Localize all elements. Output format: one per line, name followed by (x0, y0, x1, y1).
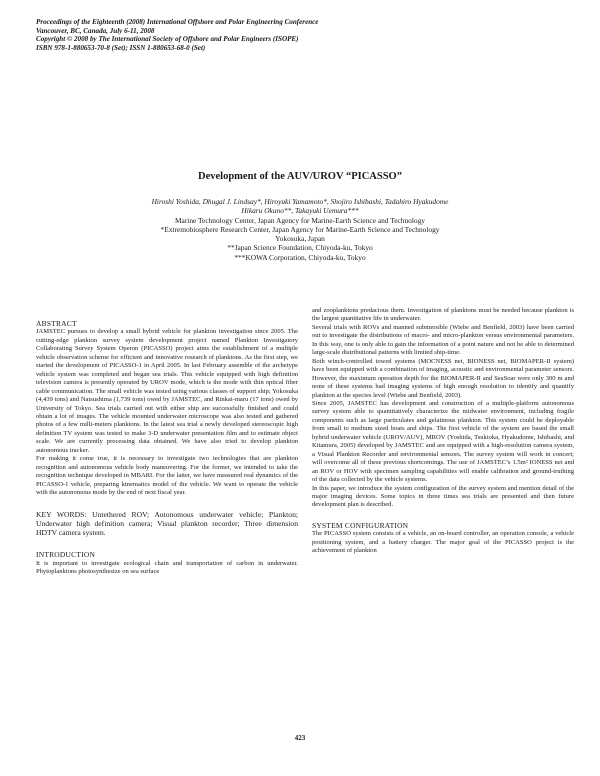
conference-line: Copyright © 2008 by The International Society of Offshore and Polar Engineers (ISOPE) (36, 35, 299, 44)
body-paragraph: Both winch-controlled towed systems (MOCNESS net, BIONESS net, BIOMAPER-II system) have been equipped with a combination of imaging, acoustic and environmental parameter sensors. However, the maximum operation depth for the BIOMAPER-II and SeaSoar were only 300 m and none of these systems had imaging systems of high enough resolution to identify and quantify plankton at the species level (Wiebe and Benfield, 2003). (312, 357, 574, 399)
author-block (60, 197, 540, 262)
conference-line: Proceedings of the Eighteenth (2008) International Offshore and Polar Engineering Conference (36, 18, 319, 26)
body-paragraph: Since 2005, JAMSTEC has development and construction of a multiple-platform autonomous survey system able to quantitatively characterize the midwater environment, including fragile components such as large particulates and gelatinous plankton. This system could be deployable from small to medium sized boats and ships. The first vehicle of the system are based the small hybrid underwater vehicle (UROV/AUV), MROV (Yoshida, Tsukioka, Hyakudome, Ishibashi, and Kitamura, 2005) developed by JAMSTEC and are equipped with a high-resolution camera system, a Visual Plankton Recorder and environmental sensors. The survey system will work in concert; will overcome all of these previous shortcomings. The use of JAMSTEC’s 1.5m² IONESS net and an ROV or HOV with specimen sampling capabilities will enable calibration and ground-truthing of the data collected by the vehicle systems. (312, 399, 574, 484)
body-paragraph: and zooplanktons predacious them. Investigation of planktons must be needed because plankton is the largest quantitative life in underwater. (312, 307, 574, 323)
abstract-paragraph: JAMSTEC pursues to develop a small hybrid vehicle for plankton investigation since 2005. The cutting-edge plankton survey system development project named Plankton Investigatory Collaborating Survey System Operon (PICASSO) project aims the establishment of a multiple vehicle observation scheme for efficient and innovative research of planktons. As the first step, we started the development of PICASSO-1 in April 2005. In last February assemble of the archetype vehicle system was completed and began sea trials. This vehicle equipped with high definition television camera is presently operated by UROV mode, which is the mode with thin optical fiber cable communication. The small vehicle was tested using various classes of support ship; Yokosuka (4,439 tons) and Natsushima (1,739 tons) owed by JAMSTEC, and Rinkai-maru (17 tons) owed by University of Tokyo. Sea trials carried out with either ship are successfully finished and could obtain a lot of images. The vehicle mounted underwater microscope was also tested and gathered photos of a few milli-meters planktons. In the latest sea trial a newly developed stereoscopic high definition TV system was tested to make 3-D underwater presentation film and to estimate object scale. We are currently processing data obtained. We have also tried to develop plankton autonomous tracker. (36, 328, 298, 454)
introduction-paragraph: It is important to investigate ecological chain and transportation of carbon in underwater. Phytoplanktons photosynthesize on sea surface (36, 559, 298, 576)
author-names: Hiroshi Yoshida, Dhugal J. Lindsay*, Hiroyuki Yamamoto*, Shojiro Ishibashi, Tadahiro Hyakudome (151, 197, 449, 206)
affiliation: Marine Technology Center, Japan Agency for Marine-Earth Science and Technology (174, 215, 425, 225)
abstract-heading: ABSTRACT (36, 319, 77, 328)
affiliation: Yokosuka, Japan (275, 234, 325, 244)
abstract-paragraph: For making it come true, it is necessary to investigate two technologies that are plankton recognition and autonomous vehicle body maneuvering. For the former, we intended to take the recognition technique developed in MBARI. For the latter, we have measured real dynamics of the PICASSO-1 vehicle, preparing kinematics model of the vehicle. We want to operate the vehicle with the autonomous mode by the end of next fiscal year. (36, 455, 298, 497)
conference-line: ISBN 978-1-880653-70-8 (Set); ISSN 1-880653-68-0 (Set) (36, 43, 206, 52)
left-column (36, 320, 298, 576)
keywords: KEY WORDS: Untethered ROV; Autonomous underwater vehicle; Plankton; Underwater high definition camera; Visual plankton recorder; Three dimension HDTV camera system. (36, 509, 298, 537)
author-names: Hikaru Okuno**, Takayuki Uemura*** (241, 206, 359, 216)
system-configuration-heading: SYSTEM CONFIGURATION (312, 520, 409, 530)
page-number: 423 (294, 734, 306, 742)
affiliation: **Japan Science Foundation, Chiyoda-ku, Tokyo (227, 243, 373, 253)
body-paragraph: The PICASSO system consists of a vehicle, an on-board controller, an operation console, a vehicle positioning system, and a battery charger. The major goal of the PICASSO project is the achievement of plankton (312, 530, 574, 555)
paper-title: Development of the AUV/UROV “PICASSO” (198, 171, 402, 182)
conference-header (36, 18, 556, 52)
conference-line: Vancouver, BC, Canada, July 6-11, 2008 (36, 26, 155, 35)
body-paragraph: In this paper, we introduce the system configuration of the survey system and mention detail of the major imaging devices. Some topics in three times sea trials are presented and then future development plan is described. (312, 484, 574, 509)
right-column (312, 307, 574, 556)
introduction-heading: INTRODUCTION (36, 550, 96, 560)
body-paragraph: Several trials with ROVs and manned submersible (Wiebe and Benfield, 2003) have been carried out to investigate the distributions of macro- and micro-plankton versus environmental parameters. In this way, one is only able to gain the information of a point nature and not be able to determined large-scale distributional patterns with limited ship-time. (312, 323, 574, 357)
affiliation: *Extremobiosphere Research Center, Japan Agency for Marine-Earth Science and Technology (160, 224, 440, 234)
affiliation: ***KOWA Corporation, Chiyoda-ku, Tokyo (234, 252, 366, 262)
